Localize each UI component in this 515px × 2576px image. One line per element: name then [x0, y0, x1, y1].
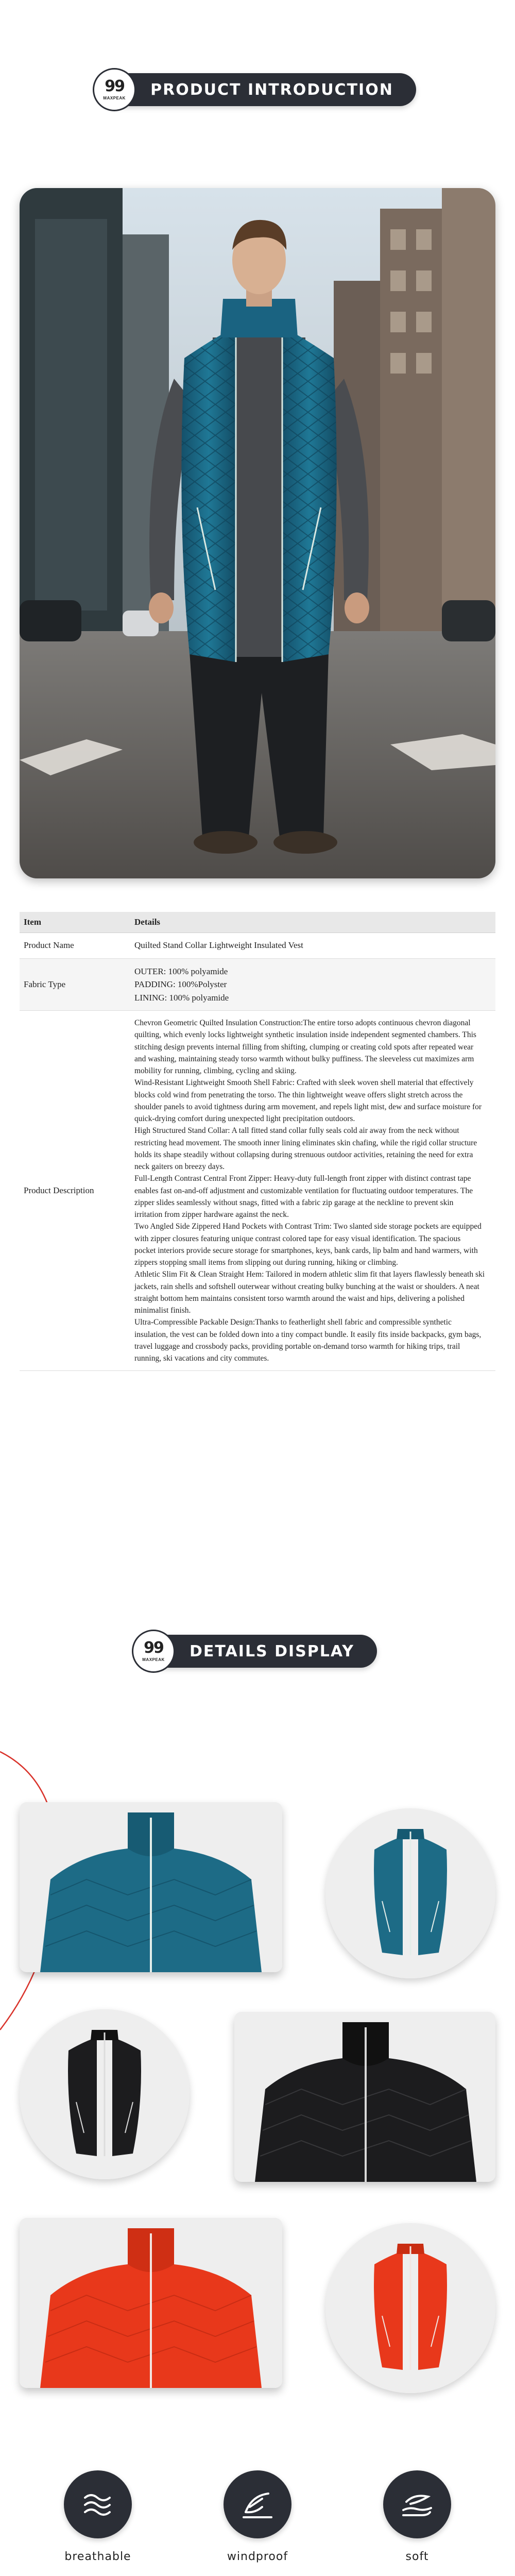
description-line: stitching design prevents internal filling from shifting, clumping or creating cold spots after repeated wear — [134, 1042, 474, 1052]
teal-vest-image — [325, 1808, 495, 1978]
description-line: Two Angled Side Zippered Hand Pockets with Contrast Trim: Two slanted side storage pockets are equipped — [134, 1222, 482, 1231]
fabric-label: Fabric Type — [20, 958, 130, 1011]
feature-soft — [360, 2470, 474, 2565]
intro-header — [0, 73, 515, 106]
description-line: blocks cold wind from penetrating the torso. The thin lightweight weave offers slight stretch across the — [134, 1090, 463, 1099]
details-title-pill — [138, 1635, 377, 1668]
description-line: mobility for running, climbing, cycling and skiing. — [134, 1066, 297, 1076]
description-line: and washing, maintaining steady torso warmth without bulky puffiness. The sleeveless cut maximizes arm — [134, 1054, 474, 1063]
description-line: minimalist finish. — [134, 1306, 191, 1315]
description-line: Wind-Resistant Lightweight Smooth Shell Fabric: Crafted with sleek woven shell material that effectively — [134, 1078, 474, 1088]
description-line: irritation from zipper hardware against the neck. — [134, 1210, 289, 1219]
fabric-lining: LINING: 100% polyamide — [134, 992, 229, 1003]
description-line: holds its shape steadily without collapsing during strenuous outdoor activities, retaining the need for extra — [134, 1150, 473, 1159]
feature-label: windproof — [227, 2550, 288, 2563]
model-street-image — [20, 188, 495, 878]
description-line: zippers stopping small items from slipping out during running, hiking or climbing. — [134, 1258, 398, 1267]
spec-table — [20, 912, 495, 1371]
description-line: quick-drying comfort during unexpected light precipitation outdoors. — [134, 1114, 355, 1124]
description-line: quilting, which evenly locks lightweight synthetic insulation inside independent segmented chambers. This — [134, 1030, 476, 1040]
black-vest-collar-image — [234, 2012, 495, 2182]
description-line: jackets, rain shells and softshell outerwear without creating bulky bunching at the waist or shoulders. A neat — [134, 1282, 479, 1291]
product-name-value: Quilted Stand Collar Lightweight Insulated Vest — [130, 933, 495, 959]
description-line: shoulder panels to avoid tightness during arm movement, and repels light mist, dew and surface moisture for — [134, 1102, 482, 1111]
logo-word: MAXPEAK — [103, 96, 126, 100]
description-line: enables fast on-and-off adjustment and customizable ventilation for fluctuating outdoor temperatures. The — [134, 1186, 473, 1195]
header-details: Details — [130, 912, 495, 933]
hero-model-photo — [20, 188, 495, 878]
header-item: Item — [20, 912, 130, 933]
description-line: running, ski vacations and city commutes. — [134, 1354, 269, 1363]
details-title: DETAILS DISPLAY — [190, 1642, 354, 1660]
table-row — [20, 1011, 495, 1371]
feature-label: soft — [405, 2550, 429, 2563]
black-vest-image — [20, 2009, 190, 2179]
table-row — [20, 958, 495, 1011]
fabric-outer: OUTER: 100% polyamide — [134, 966, 228, 976]
red-vest-collar-image — [20, 2218, 282, 2388]
wind-wave-icon — [64, 2470, 132, 2538]
details-header — [0, 1635, 515, 1668]
detail-red-vest-circle — [325, 2223, 495, 2393]
brand-logo — [132, 1630, 175, 1673]
description-line: neck gaiters on breezy days. — [134, 1162, 225, 1172]
feature-label: breathable — [64, 2550, 131, 2563]
description-line: pocket interiors provide secure storage for smartphones, keys, bank cards, lip balm and hand warmers, with — [134, 1246, 478, 1255]
logo-word: MAXPEAK — [142, 1657, 165, 1662]
feature-breathable — [41, 2470, 154, 2565]
description-line: Ultra-Compressible Packable Design:Thanks to featherlight shell fabric and compressible synthetic — [134, 1318, 452, 1327]
detail-black-collar-card — [234, 2012, 495, 2182]
feature-windproof — [201, 2470, 314, 2565]
description-line: Athletic Slim Fit & Clean Straight Hem: Tailored in modern athletic slim fit that layers flawlessly beneath ski — [134, 1270, 485, 1279]
feather-hand-icon — [383, 2470, 451, 2538]
description-line: with zipper closures featuring unique contrast colored tape for easy visual identification. The spacious — [134, 1234, 461, 1243]
fabric-padding: PADDING: 100%Polyster — [134, 979, 227, 990]
description-line: travel luggage and crossbody packs, providing portable on-demand torso warmth for hiking trips, trail — [134, 1342, 460, 1351]
teal-vest-collar-image — [20, 1802, 282, 1972]
description-line: High Structured Stand Collar: A tall fitted stand collar fully seals cold air away from the neck without — [134, 1126, 459, 1136]
detail-red-collar-card — [20, 2218, 282, 2388]
brand-logo — [93, 68, 136, 111]
logo-number: 99 — [144, 1639, 163, 1657]
product-name-label: Product Name — [20, 933, 130, 959]
red-vest-image — [325, 2223, 495, 2393]
description-line: insulation, the vest can be folded down into a tiny compact bundle. It easily fits inside backpacks, gym bags, — [134, 1330, 482, 1339]
detail-black-vest-circle — [20, 2009, 190, 2179]
description-line: straight bottom hem maintains consistent torso warmth around the waist and hips, delivering a polished — [134, 1294, 465, 1303]
description-value — [130, 1011, 495, 1371]
detail-teal-vest-circle — [325, 1808, 495, 1978]
description-line: Full-Length Contrast Central Front Zipper: Heavy-duty full-length front zipper with distinct contrast tape — [134, 1174, 471, 1183]
description-line: zipper slides seamlessly without snags, fitted with a fabric zip garage at the neckline to prevent skin — [134, 1198, 454, 1207]
intro-title: PRODUCT INTRODUCTION — [150, 80, 393, 99]
table-header-row — [20, 912, 495, 933]
description-line: Chevron Geometric Quilted Insulation Construction:The entire torso adopts continuous chevron diagonal — [134, 1019, 471, 1028]
description-line: restricting head movement. The smooth inner lining eliminates skin chafing, while the rigid collar structure — [134, 1138, 477, 1147]
intro-title-pill — [99, 73, 416, 106]
fabric-values — [130, 958, 495, 1011]
logo-number: 99 — [105, 77, 125, 95]
detail-teal-collar-card — [20, 1802, 282, 1972]
table-row — [20, 933, 495, 959]
wind-shield-icon — [224, 2470, 291, 2538]
description-label: Product Description — [20, 1011, 130, 1371]
